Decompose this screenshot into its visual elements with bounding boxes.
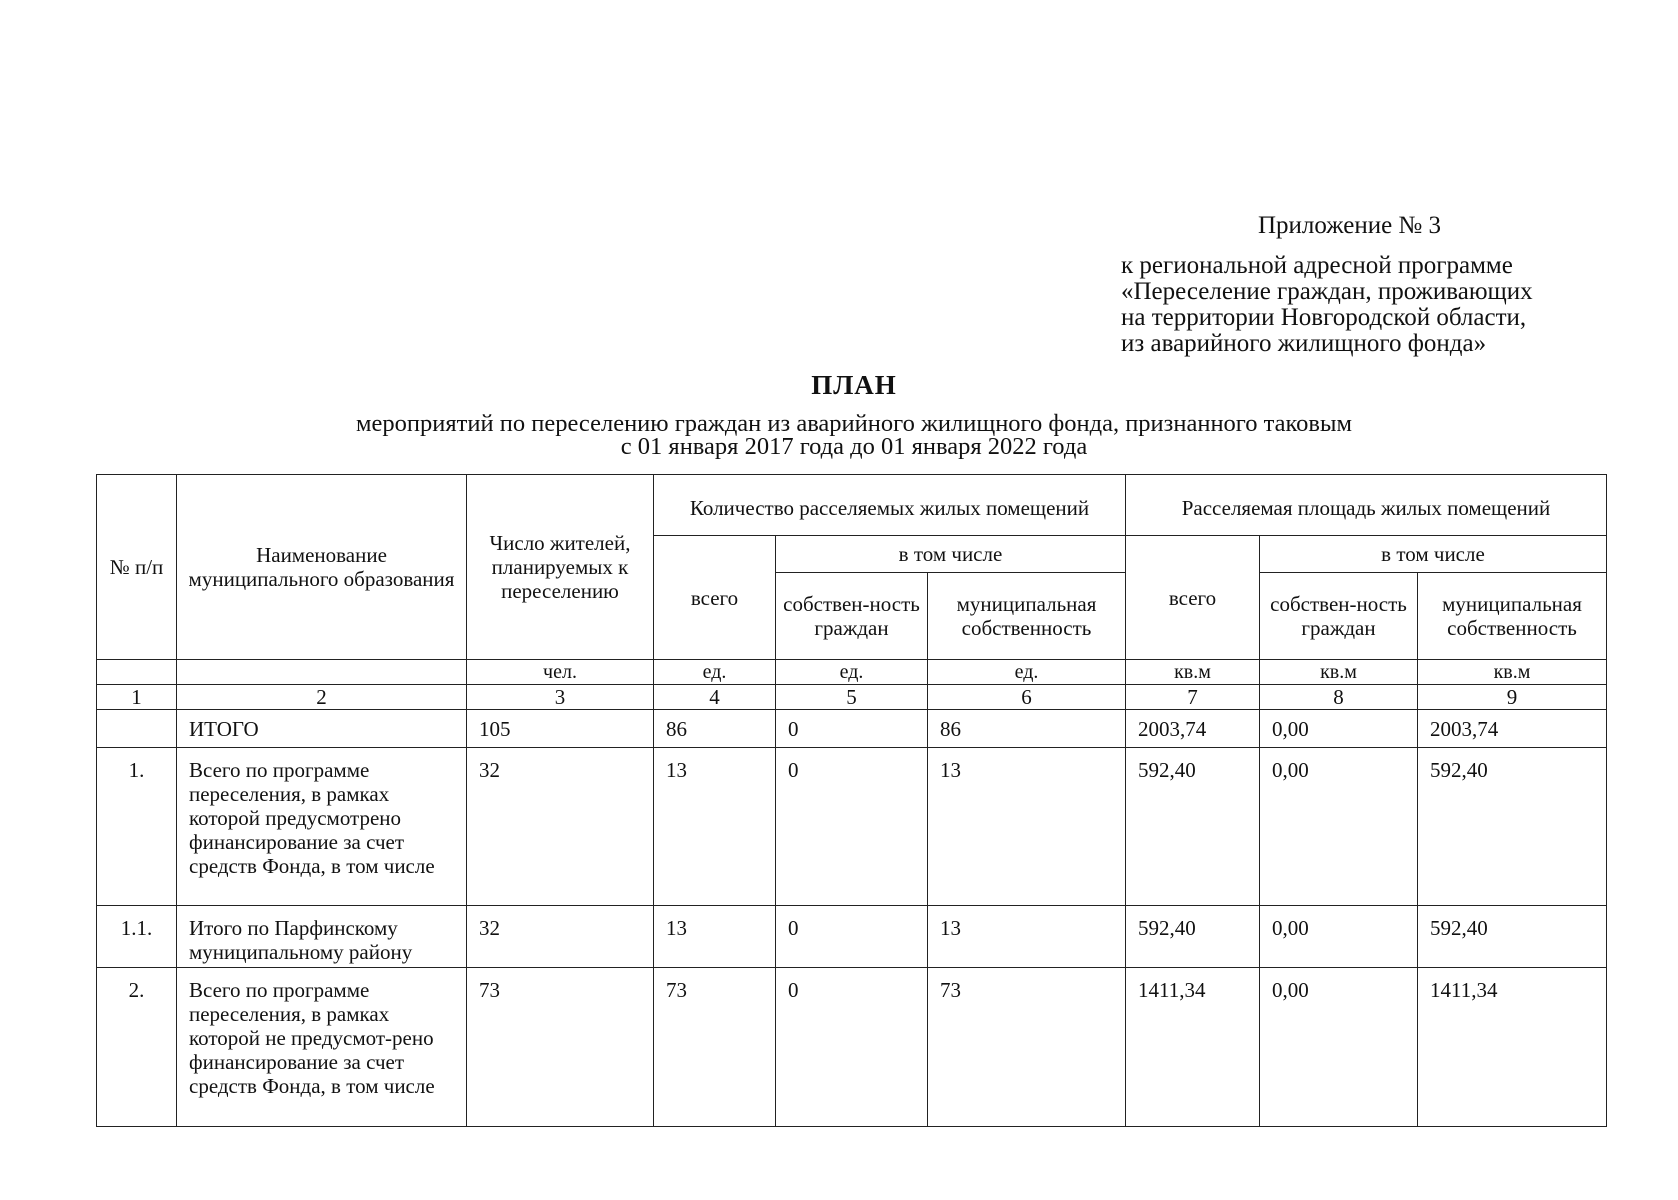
table-cell: 2. (97, 968, 177, 1127)
appendix-line: из аварийного жилищного фонда» (1121, 330, 1487, 357)
header-premises-including: в том числе (776, 536, 1126, 573)
header-residents: Число жителей, планируемых к переселению (467, 475, 654, 660)
table-cell: 73 (654, 968, 776, 1127)
header-premises-municipal: муниципальная собственность (928, 573, 1126, 660)
column-number: 5 (776, 685, 928, 710)
header-premises-citizens: собствен-ность граждан (776, 573, 928, 660)
table-cell: 73 (928, 968, 1126, 1127)
table-cell: 32 (467, 748, 654, 906)
table-cell: 0 (776, 906, 928, 968)
table-cell: ИТОГО (177, 710, 467, 748)
unit-cell: ед. (928, 660, 1126, 685)
table-cell: 73 (467, 968, 654, 1127)
table-cell: 0,00 (1260, 968, 1418, 1127)
column-number: 9 (1418, 685, 1607, 710)
table-cell: 0,00 (1260, 748, 1418, 906)
table-cell: Всего по программе переселения, в рамках которой не предусмот-рено финансирование за счет средств Фонда, в том числе (177, 968, 467, 1127)
column-number: 2 (177, 685, 467, 710)
column-number: 1 (97, 685, 177, 710)
header-area-group: Расселяемая площадь жилых помещений (1126, 475, 1607, 536)
unit-cell: чел. (467, 660, 654, 685)
header-area-total: всего (1126, 536, 1260, 660)
table-cell: Всего по программе переселения, в рамках которой предусмотрено финансирование за счет средств Фонда, в том числе (177, 748, 467, 906)
table-cell: 592,40 (1126, 906, 1260, 968)
header-num: № п/п (97, 475, 177, 660)
document-subtitle (0, 412, 1678, 458)
table-cell: 0 (776, 968, 928, 1127)
plan-table (96, 474, 1607, 1127)
table-cell: 0 (776, 748, 928, 906)
table-cell: 0,00 (1260, 710, 1418, 748)
table-cell: 0 (776, 710, 928, 748)
table-row (97, 748, 1607, 906)
table-cell: Итого по Парфинскому муниципальному району (177, 906, 467, 968)
unit-cell: кв.м (1418, 660, 1607, 685)
unit-cell: кв.м (1260, 660, 1418, 685)
appendix-line: на территории Новгородской области, (1121, 304, 1527, 331)
table-cell: 13 (928, 748, 1126, 906)
column-number: 6 (928, 685, 1126, 710)
header-name: Наименование муниципального образования (177, 475, 467, 660)
column-number-row (97, 685, 1607, 710)
document-title: ПЛАН (811, 370, 897, 400)
table-cell (97, 710, 177, 748)
table-cell: 592,40 (1126, 748, 1260, 906)
column-number: 3 (467, 685, 654, 710)
unit-cell: ед. (776, 660, 928, 685)
appendix-number: Приложение № 3 (1258, 212, 1442, 239)
column-number: 7 (1126, 685, 1260, 710)
column-number: 4 (654, 685, 776, 710)
table-cell: 1411,34 (1126, 968, 1260, 1127)
table-cell: 13 (654, 748, 776, 906)
table-cell: 2003,74 (1418, 710, 1607, 748)
table-row (97, 968, 1607, 1127)
table-cell: 2003,74 (1126, 710, 1260, 748)
table-cell: 1.1. (97, 906, 177, 968)
table-cell: 0,00 (1260, 906, 1418, 968)
appendix-block (1121, 213, 1533, 357)
unit-cell (97, 660, 177, 685)
header-row (97, 475, 1607, 536)
table-cell: 1411,34 (1418, 968, 1607, 1127)
header-premises-total: всего (654, 536, 776, 660)
total-row (97, 710, 1607, 748)
table-cell: 13 (654, 906, 776, 968)
subtitle-line: с 01 января 2017 года до 01 января 2022 года (620, 433, 1088, 460)
appendix-line: к региональной адресной программе (1121, 252, 1513, 279)
column-number: 8 (1260, 685, 1418, 710)
header-area-citizens: собствен-ность граждан (1260, 573, 1418, 660)
unit-cell: кв.м (1126, 660, 1260, 685)
unit-cell (177, 660, 467, 685)
table-cell: 105 (467, 710, 654, 748)
table-cell: 86 (928, 710, 1126, 748)
table-row (97, 906, 1607, 968)
appendix-line: «Переселение граждан, проживающих (1121, 278, 1533, 305)
table-cell: 13 (928, 906, 1126, 968)
header-area-including: в том числе (1260, 536, 1607, 573)
table-cell: 86 (654, 710, 776, 748)
header-area-municipal: муниципальная собственность (1418, 573, 1607, 660)
header-premises-group: Количество расселяемых жилых помещений (654, 475, 1126, 536)
table-cell: 1. (97, 748, 177, 906)
units-row (97, 660, 1607, 685)
subtitle-line: мероприятий по переселению граждан из аварийного жилищного фонда, признанного таковым (356, 410, 1352, 437)
table-cell: 32 (467, 906, 654, 968)
table-cell: 592,40 (1418, 906, 1607, 968)
unit-cell: ед. (654, 660, 776, 685)
table-cell: 592,40 (1418, 748, 1607, 906)
